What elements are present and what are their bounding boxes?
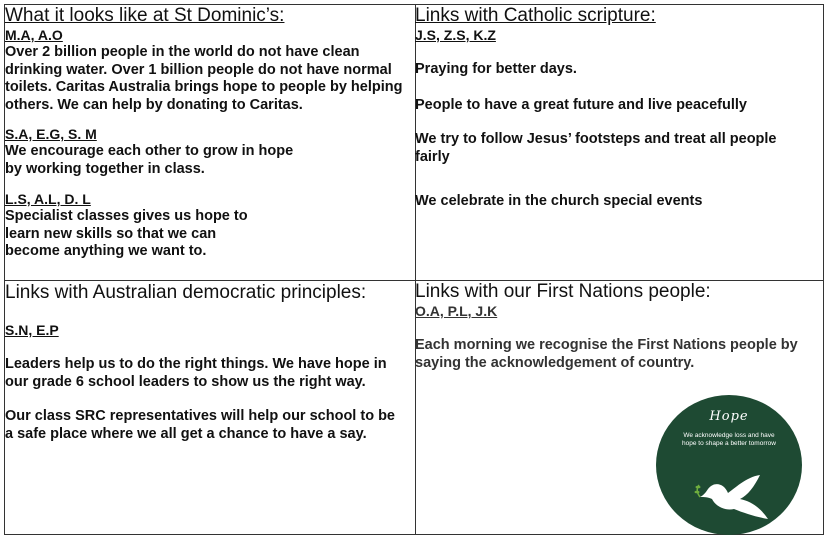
scripture-item: We celebrate in the church special events <box>415 193 703 209</box>
group-text-line: We encourage each other to grow in hope <box>5 143 294 159</box>
hope-badge <box>656 395 802 535</box>
st-dominics-section <box>5 5 405 261</box>
scripture-item: People to have a great future and live peacefully <box>415 96 747 113</box>
group-initials: O.A, P.L, J.K <box>415 303 498 319</box>
principle-paragraph: Leaders help us to do the right things. We have hope in our grade 6 school leaders to show us the right way. <box>5 356 387 390</box>
group-text-line: by working together in class. <box>5 160 205 177</box>
badge-text: We acknowledge loss and have hope to shape a better tomorrow <box>682 432 776 447</box>
group-initials: J.S, Z.S, K.Z <box>415 27 496 43</box>
first-nations-section <box>415 281 815 372</box>
acknowledgement-text: Each morning we recognise the First Nations people by saying the acknowledgement of country. <box>415 337 798 371</box>
group-initials: M.A, A.O <box>5 27 63 43</box>
section-title: What it looks like at St Dominic’s: <box>5 5 285 26</box>
dove-icon <box>694 475 774 525</box>
group-text-line: become anything we want to. <box>5 243 207 259</box>
democratic-principles-section <box>5 281 405 443</box>
scripture-item: We try to follow Jesus’ footsteps and treat all people fairly <box>415 131 777 165</box>
group-text-line: learn new skills so that we can <box>5 225 217 242</box>
badge-title: Hope <box>709 409 749 424</box>
principle-paragraph: Our class SRC representatives will help our school to be a safe place where we all get a chance to have a say. <box>5 408 395 442</box>
group-text-line: Specialist classes gives us hope to <box>5 208 248 224</box>
section-title: Links with Australian democratic principles: <box>5 282 367 303</box>
group-initials: S.A, E.G, S. M <box>5 126 97 142</box>
scripture-item: Praying for better days. <box>415 61 577 77</box>
section-title: Links with Catholic scripture: <box>415 5 656 26</box>
group-text: Over 2 billion people in the world do not have clean drinking water. Over 1 billion people do not have normal toilets. Caritas Australia brings hope to people by helping others. We can help by donating to Caritas. <box>5 44 403 113</box>
group-initials: S.N, E.P <box>5 322 59 338</box>
catholic-scripture-section <box>415 5 815 211</box>
section-title: Links with our First Nations people: <box>415 281 711 302</box>
group-initials: L.S, A.L, D. L <box>5 191 91 207</box>
